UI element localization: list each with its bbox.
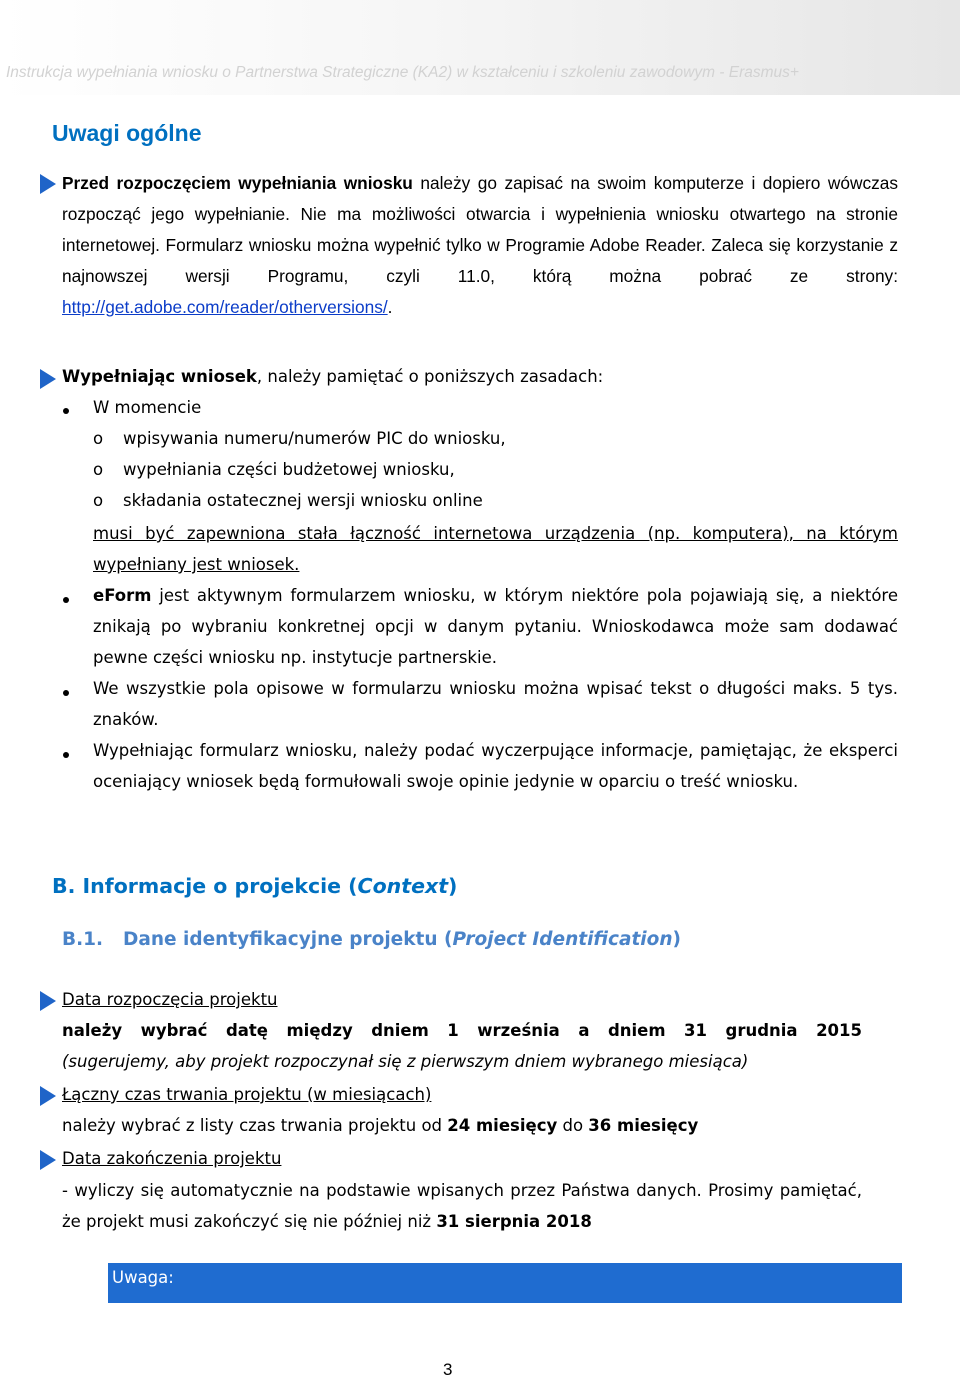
bullet1-intro: W momencie bbox=[93, 398, 202, 417]
end-date-deadline: 31 sierpnia 2018 bbox=[436, 1212, 592, 1231]
arrow-bullet-icon bbox=[40, 1150, 56, 1170]
section-b-prefix: B. Informacje o projekcie ( bbox=[52, 874, 358, 898]
page-number: 3 bbox=[443, 1360, 453, 1379]
duration-pre: należy wybrać z listy czas trwania projektu od bbox=[62, 1116, 448, 1135]
header-title: Instrukcja wypełniania wniosku o Partnerstwa Strategiczne (KA2) w kształceniu i szkoleniu zawodowym - Erasmus+ bbox=[6, 64, 799, 81]
duration-rule bbox=[62, 1116, 698, 1135]
bullet1-conclusion: musi być zapewniona stała łączność internetowa urządzenia (np. komputera), na którym wypełniany jest wniosek. bbox=[93, 524, 898, 574]
end-date-label: Data zakończenia projektu bbox=[62, 1149, 282, 1168]
start-date-label: Data rozpoczęcia projektu bbox=[62, 990, 278, 1009]
bullet2-eform bbox=[93, 580, 898, 673]
sub-bullet-icon: o bbox=[93, 460, 104, 479]
section-b1-heading bbox=[62, 929, 681, 950]
note-label: Uwaga: bbox=[112, 1268, 174, 1287]
section-b1-number: B.1. bbox=[62, 929, 104, 950]
arrow-bullet-icon bbox=[40, 369, 56, 389]
arrow-bullet-icon bbox=[40, 1086, 56, 1106]
rules-intro-bold: Wypełniając wniosek bbox=[62, 367, 257, 386]
duration-min: 24 miesięcy bbox=[447, 1116, 558, 1135]
page-header bbox=[0, 0, 960, 95]
section-b-italic: Context bbox=[357, 874, 448, 898]
end-date-desc: - wyliczy się automatycznie na podstawie wpisanych przez Państwa danych. Prosimy pamiętać, że projekt musi zakończyć się nie później niż bbox=[62, 1181, 862, 1231]
section-b-heading bbox=[52, 874, 457, 898]
sub-item: wpisywania numeru/numerów PIC do wniosku, bbox=[123, 429, 506, 448]
sub-bullet-icon: o bbox=[93, 429, 104, 448]
rules-intro-text: , należy pamiętać o poniższych zasadach: bbox=[256, 367, 604, 386]
start-date-rule: należy wybrać datę między dniem 1 września a dniem 31 grudnia 2015 bbox=[62, 1021, 862, 1040]
sub-bullet-icon: o bbox=[93, 491, 104, 510]
section-b-suffix: ) bbox=[448, 874, 458, 898]
intro-paragraph bbox=[62, 168, 898, 323]
bullet-dot-icon bbox=[63, 752, 69, 758]
bullet-dot-icon bbox=[63, 690, 69, 696]
duration-max: 36 miesięcy bbox=[588, 1116, 699, 1135]
sub-item: wypełniania części budżetowej wniosku, bbox=[123, 460, 455, 479]
section-b1-italic: Project Identification bbox=[452, 929, 673, 950]
end-date-text bbox=[62, 1175, 862, 1237]
arrow-bullet-icon bbox=[40, 991, 56, 1011]
intro-bold: Przed rozpoczęciem wypełniania wniosku bbox=[62, 173, 413, 193]
adobe-download-link[interactable]: http://get.adobe.com/reader/otherversions/ bbox=[62, 297, 388, 317]
general-remarks-heading: Uwagi ogólne bbox=[52, 120, 202, 146]
bullet-dot-icon bbox=[63, 597, 69, 603]
bullet-dot-icon bbox=[63, 408, 69, 414]
bullet3-fields: We wszystkie pola opisowe w formularzu wniosku można wpisać tekst o długości maks. 5 tys. znaków. bbox=[93, 679, 898, 729]
section-b1-prefix: Dane identyfikacyjne projektu ( bbox=[123, 929, 453, 950]
eform-bold: eForm bbox=[93, 586, 152, 605]
start-date-hint: (sugerujemy, aby projekt rozpoczynał się z pierwszym dniem wybranego miesiąca) bbox=[62, 1052, 749, 1071]
duration-label: Łączny czas trwania projektu (w miesiącach) bbox=[62, 1085, 432, 1104]
sub-item: składania ostatecznej wersji wniosku online bbox=[123, 491, 483, 510]
note-bar bbox=[108, 1263, 902, 1303]
section-b1-suffix: ) bbox=[672, 929, 681, 950]
arrow-bullet-icon bbox=[40, 174, 56, 194]
bullet4-info: Wypełniając formularz wniosku, należy podać wyczerpujące informacje, pamiętając, że eksperci oceniający wniosek będą formułowali swoje opinie jedynie w oparciu o treść wniosku. bbox=[93, 741, 898, 791]
rules-intro bbox=[62, 367, 603, 386]
duration-mid: do bbox=[557, 1116, 589, 1135]
intro-text: należy go zapisać na swoim komputerze i dopiero wówczas rozpocząć jego wypełnianie. Nie ma możliwości otwarcia i wypełnienia wniosku otwartego na stronie internetowej. Formularz wniosku można wypełnić tylko w Programie Adobe Reader. Zaleca się korzystanie z najnowszej wersji Programu, czyli 11.0, którą można pobrać ze strony: bbox=[62, 173, 898, 286]
intro-end: . bbox=[387, 297, 393, 317]
eform-text: jest aktywnym formularzem wniosku, w którym niektóre pola pojawiają się, a niektóre znikają po wybraniu konkretnej opcji w danym pytaniu. Wnioskodawca może sam dodawać pewne części wniosku np. instytucje partnerskie. bbox=[93, 586, 898, 667]
